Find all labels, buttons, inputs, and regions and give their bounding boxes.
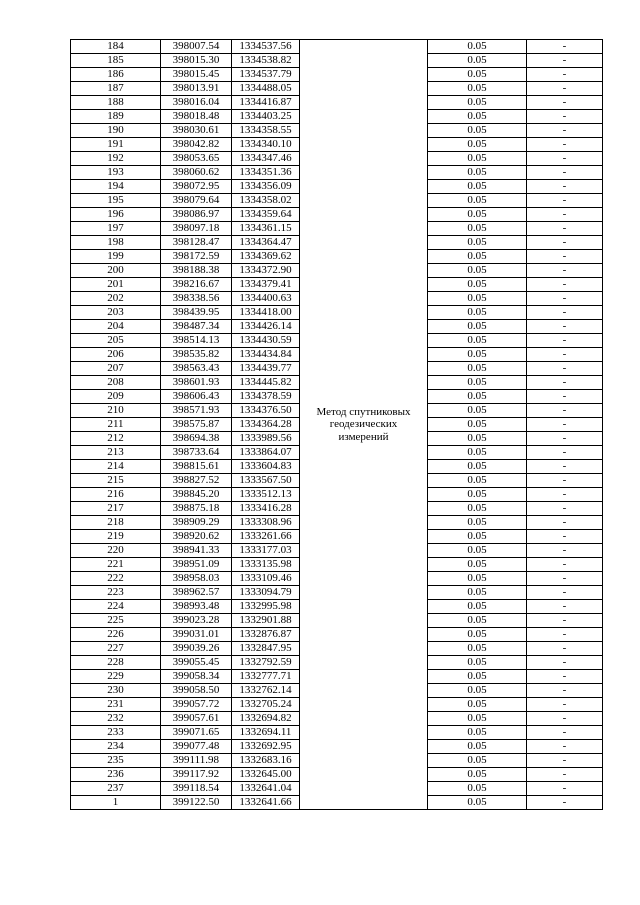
point-number-cell: 200 (71, 264, 161, 278)
note-cell: - (527, 124, 603, 138)
x-coordinate-cell: 398601.93 (161, 376, 232, 390)
y-coordinate-cell: 1332641.66 (232, 796, 300, 810)
y-coordinate-cell: 1334538.82 (232, 54, 300, 68)
accuracy-cell: 0.05 (428, 572, 527, 586)
accuracy-cell: 0.05 (428, 600, 527, 614)
x-coordinate-cell: 398007.54 (161, 40, 232, 54)
accuracy-cell: 0.05 (428, 516, 527, 530)
accuracy-cell: 0.05 (428, 152, 527, 166)
x-coordinate-cell: 398042.82 (161, 138, 232, 152)
y-coordinate-cell: 1334376.50 (232, 404, 300, 418)
point-number-cell: 209 (71, 390, 161, 404)
point-number-cell: 205 (71, 334, 161, 348)
point-number-cell: 227 (71, 642, 161, 656)
note-cell: - (527, 488, 603, 502)
note-cell: - (527, 572, 603, 586)
y-coordinate-cell: 1333109.46 (232, 572, 300, 586)
note-cell: - (527, 208, 603, 222)
x-coordinate-cell: 399058.50 (161, 684, 232, 698)
note-cell: - (527, 768, 603, 782)
x-coordinate-cell: 398053.65 (161, 152, 232, 166)
note-cell: - (527, 40, 603, 54)
y-coordinate-cell: 1334537.79 (232, 68, 300, 82)
y-coordinate-cell: 1334358.55 (232, 124, 300, 138)
y-coordinate-cell: 1334430.59 (232, 334, 300, 348)
x-coordinate-cell: 398827.52 (161, 474, 232, 488)
point-number-cell: 186 (71, 68, 161, 82)
accuracy-cell: 0.05 (428, 530, 527, 544)
note-cell: - (527, 656, 603, 670)
accuracy-cell: 0.05 (428, 432, 527, 446)
y-coordinate-cell: 1333604.83 (232, 460, 300, 474)
x-coordinate-cell: 398015.30 (161, 54, 232, 68)
y-coordinate-cell: 1334369.62 (232, 250, 300, 264)
note-cell: - (527, 292, 603, 306)
x-coordinate-cell: 398575.87 (161, 418, 232, 432)
y-coordinate-cell: 1333864.07 (232, 446, 300, 460)
y-coordinate-cell: 1333261.66 (232, 530, 300, 544)
note-cell: - (527, 194, 603, 208)
accuracy-cell: 0.05 (428, 670, 527, 684)
y-coordinate-cell: 1334358.02 (232, 194, 300, 208)
note-cell: - (527, 306, 603, 320)
x-coordinate-cell: 399058.34 (161, 670, 232, 684)
note-cell: - (527, 180, 603, 194)
point-number-cell: 230 (71, 684, 161, 698)
x-coordinate-cell: 399055.45 (161, 656, 232, 670)
accuracy-cell: 0.05 (428, 96, 527, 110)
y-coordinate-cell: 1333308.96 (232, 516, 300, 530)
accuracy-cell: 0.05 (428, 614, 527, 628)
point-number-cell: 236 (71, 768, 161, 782)
point-number-cell: 191 (71, 138, 161, 152)
accuracy-cell: 0.05 (428, 488, 527, 502)
accuracy-cell: 0.05 (428, 54, 527, 68)
method-cell (300, 40, 428, 810)
y-coordinate-cell: 1334403.25 (232, 110, 300, 124)
note-cell: - (527, 82, 603, 96)
y-coordinate-cell: 1334416.87 (232, 96, 300, 110)
y-coordinate-cell: 1332705.24 (232, 698, 300, 712)
point-number-cell: 223 (71, 586, 161, 600)
accuracy-cell: 0.05 (428, 740, 527, 754)
y-coordinate-cell: 1334488.05 (232, 82, 300, 96)
x-coordinate-cell: 399031.01 (161, 628, 232, 642)
accuracy-cell: 0.05 (428, 782, 527, 796)
point-number-cell: 192 (71, 152, 161, 166)
note-cell: - (527, 236, 603, 250)
y-coordinate-cell: 1334445.82 (232, 376, 300, 390)
note-cell: - (527, 754, 603, 768)
x-coordinate-cell: 398962.57 (161, 586, 232, 600)
x-coordinate-cell: 398338.56 (161, 292, 232, 306)
y-coordinate-cell: 1332792.59 (232, 656, 300, 670)
note-cell: - (527, 110, 603, 124)
x-coordinate-cell: 399077.48 (161, 740, 232, 754)
point-number-cell: 187 (71, 82, 161, 96)
x-coordinate-cell: 399057.72 (161, 698, 232, 712)
x-coordinate-cell: 398993.48 (161, 600, 232, 614)
x-coordinate-cell: 398941.33 (161, 544, 232, 558)
accuracy-cell: 0.05 (428, 726, 527, 740)
note-cell: - (527, 376, 603, 390)
note-cell: - (527, 796, 603, 810)
y-coordinate-cell: 1333135.98 (232, 558, 300, 572)
x-coordinate-cell: 398951.09 (161, 558, 232, 572)
point-number-cell: 190 (71, 124, 161, 138)
y-coordinate-cell: 1332847.95 (232, 642, 300, 656)
y-coordinate-cell: 1333567.50 (232, 474, 300, 488)
note-cell: - (527, 152, 603, 166)
accuracy-cell: 0.05 (428, 166, 527, 180)
x-coordinate-cell: 399039.26 (161, 642, 232, 656)
point-number-cell: 221 (71, 558, 161, 572)
x-coordinate-cell: 398172.59 (161, 250, 232, 264)
accuracy-cell: 0.05 (428, 502, 527, 516)
y-coordinate-cell: 1334426.14 (232, 320, 300, 334)
point-number-cell: 217 (71, 502, 161, 516)
point-number-cell: 237 (71, 782, 161, 796)
point-number-cell: 188 (71, 96, 161, 110)
x-coordinate-cell: 398013.91 (161, 82, 232, 96)
point-number-cell: 216 (71, 488, 161, 502)
point-number-cell: 203 (71, 306, 161, 320)
note-cell: - (527, 418, 603, 432)
point-number-cell: 225 (71, 614, 161, 628)
accuracy-cell: 0.05 (428, 250, 527, 264)
point-number-cell: 215 (71, 474, 161, 488)
point-number-cell: 235 (71, 754, 161, 768)
y-coordinate-cell: 1332762.14 (232, 684, 300, 698)
accuracy-cell: 0.05 (428, 628, 527, 642)
accuracy-cell: 0.05 (428, 40, 527, 54)
accuracy-cell: 0.05 (428, 460, 527, 474)
accuracy-cell: 0.05 (428, 110, 527, 124)
accuracy-cell: 0.05 (428, 390, 527, 404)
y-coordinate-cell: 1334340.10 (232, 138, 300, 152)
note-cell: - (527, 782, 603, 796)
accuracy-cell: 0.05 (428, 194, 527, 208)
point-number-cell: 234 (71, 740, 161, 754)
note-cell: - (527, 334, 603, 348)
point-number-cell: 195 (71, 194, 161, 208)
point-number-cell: 207 (71, 362, 161, 376)
accuracy-cell: 0.05 (428, 278, 527, 292)
accuracy-cell: 0.05 (428, 586, 527, 600)
accuracy-cell: 0.05 (428, 208, 527, 222)
x-coordinate-cell: 398920.62 (161, 530, 232, 544)
note-cell: - (527, 502, 603, 516)
accuracy-cell: 0.05 (428, 320, 527, 334)
note-cell: - (527, 684, 603, 698)
point-number-cell: 210 (71, 404, 161, 418)
accuracy-cell: 0.05 (428, 180, 527, 194)
method-text-line: геодезических (329, 418, 398, 431)
point-number-cell: 185 (71, 54, 161, 68)
note-cell: - (527, 670, 603, 684)
accuracy-cell: 0.05 (428, 684, 527, 698)
point-number-cell: 199 (71, 250, 161, 264)
point-number-cell: 197 (71, 222, 161, 236)
coordinates-table (70, 39, 603, 810)
x-coordinate-cell: 398815.61 (161, 460, 232, 474)
y-coordinate-cell: 1332692.95 (232, 740, 300, 754)
x-coordinate-cell: 399117.92 (161, 768, 232, 782)
point-number-cell: 222 (71, 572, 161, 586)
y-coordinate-cell: 1332645.00 (232, 768, 300, 782)
accuracy-cell: 0.05 (428, 264, 527, 278)
accuracy-cell: 0.05 (428, 712, 527, 726)
accuracy-cell: 0.05 (428, 236, 527, 250)
note-cell: - (527, 544, 603, 558)
x-coordinate-cell: 398694.38 (161, 432, 232, 446)
note-cell: - (527, 558, 603, 572)
method-text-line: Метод спутниковых (316, 405, 411, 418)
accuracy-cell: 0.05 (428, 306, 527, 320)
accuracy-cell: 0.05 (428, 404, 527, 418)
accuracy-cell: 0.05 (428, 768, 527, 782)
accuracy-cell: 0.05 (428, 82, 527, 96)
x-coordinate-cell: 398030.61 (161, 124, 232, 138)
x-coordinate-cell: 399118.54 (161, 782, 232, 796)
note-cell: - (527, 628, 603, 642)
y-coordinate-cell: 1334364.28 (232, 418, 300, 432)
note-cell: - (527, 474, 603, 488)
point-number-cell: 224 (71, 600, 161, 614)
note-cell: - (527, 362, 603, 376)
note-cell: - (527, 320, 603, 334)
x-coordinate-cell: 398086.97 (161, 208, 232, 222)
x-coordinate-cell: 398514.13 (161, 334, 232, 348)
y-coordinate-cell: 1332995.98 (232, 600, 300, 614)
accuracy-cell: 0.05 (428, 642, 527, 656)
x-coordinate-cell: 398015.45 (161, 68, 232, 82)
accuracy-cell: 0.05 (428, 796, 527, 810)
y-coordinate-cell: 1334359.64 (232, 208, 300, 222)
x-coordinate-cell: 398079.64 (161, 194, 232, 208)
method-text-line: измерений (338, 430, 389, 443)
point-number-cell: 194 (71, 180, 161, 194)
accuracy-cell: 0.05 (428, 446, 527, 460)
point-number-cell: 208 (71, 376, 161, 390)
x-coordinate-cell: 398487.34 (161, 320, 232, 334)
note-cell: - (527, 530, 603, 544)
y-coordinate-cell: 1334347.46 (232, 152, 300, 166)
y-coordinate-cell: 1333989.56 (232, 432, 300, 446)
point-number-cell: 220 (71, 544, 161, 558)
note-cell: - (527, 264, 603, 278)
x-coordinate-cell: 399023.28 (161, 614, 232, 628)
y-coordinate-cell: 1334351.36 (232, 166, 300, 180)
x-coordinate-cell: 398606.43 (161, 390, 232, 404)
x-coordinate-cell: 398439.95 (161, 306, 232, 320)
y-coordinate-cell: 1333094.79 (232, 586, 300, 600)
x-coordinate-cell: 398563.43 (161, 362, 232, 376)
note-cell: - (527, 614, 603, 628)
accuracy-cell: 0.05 (428, 138, 527, 152)
x-coordinate-cell: 398958.03 (161, 572, 232, 586)
x-coordinate-cell: 399071.65 (161, 726, 232, 740)
point-number-cell: 218 (71, 516, 161, 530)
note-cell: - (527, 600, 603, 614)
point-number-cell: 184 (71, 40, 161, 54)
x-coordinate-cell: 399122.50 (161, 796, 232, 810)
point-number-cell: 212 (71, 432, 161, 446)
accuracy-cell: 0.05 (428, 418, 527, 432)
note-cell: - (527, 432, 603, 446)
accuracy-cell: 0.05 (428, 474, 527, 488)
point-number-cell: 198 (71, 236, 161, 250)
note-cell: - (527, 348, 603, 362)
point-number-cell: 226 (71, 628, 161, 642)
note-cell: - (527, 642, 603, 656)
point-number-cell: 213 (71, 446, 161, 460)
y-coordinate-cell: 1333416.28 (232, 502, 300, 516)
note-cell: - (527, 166, 603, 180)
point-number-cell: 232 (71, 712, 161, 726)
y-coordinate-cell: 1334400.63 (232, 292, 300, 306)
note-cell: - (527, 390, 603, 404)
table-row (71, 40, 603, 54)
y-coordinate-cell: 1333177.03 (232, 544, 300, 558)
x-coordinate-cell: 398128.47 (161, 236, 232, 250)
x-coordinate-cell: 398733.64 (161, 446, 232, 460)
note-cell: - (527, 446, 603, 460)
point-number-cell: 211 (71, 418, 161, 432)
note-cell: - (527, 404, 603, 418)
x-coordinate-cell: 398845.20 (161, 488, 232, 502)
note-cell: - (527, 68, 603, 82)
accuracy-cell: 0.05 (428, 222, 527, 236)
y-coordinate-cell: 1334418.00 (232, 306, 300, 320)
accuracy-cell: 0.05 (428, 124, 527, 138)
y-coordinate-cell: 1332901.88 (232, 614, 300, 628)
point-number-cell: 202 (71, 292, 161, 306)
accuracy-cell: 0.05 (428, 544, 527, 558)
y-coordinate-cell: 1332641.04 (232, 782, 300, 796)
y-coordinate-cell: 1332694.11 (232, 726, 300, 740)
point-number-cell: 229 (71, 670, 161, 684)
x-coordinate-cell: 398060.62 (161, 166, 232, 180)
x-coordinate-cell: 399057.61 (161, 712, 232, 726)
point-number-cell: 193 (71, 166, 161, 180)
accuracy-cell: 0.05 (428, 292, 527, 306)
point-number-cell: 214 (71, 460, 161, 474)
y-coordinate-cell: 1332683.16 (232, 754, 300, 768)
accuracy-cell: 0.05 (428, 334, 527, 348)
x-coordinate-cell: 398072.95 (161, 180, 232, 194)
y-coordinate-cell: 1334372.90 (232, 264, 300, 278)
point-number-cell: 189 (71, 110, 161, 124)
y-coordinate-cell: 1334537.56 (232, 40, 300, 54)
x-coordinate-cell: 398097.18 (161, 222, 232, 236)
y-coordinate-cell: 1332777.71 (232, 670, 300, 684)
x-coordinate-cell: 398535.82 (161, 348, 232, 362)
note-cell: - (527, 278, 603, 292)
point-number-cell: 196 (71, 208, 161, 222)
point-number-cell: 219 (71, 530, 161, 544)
point-number-cell: 228 (71, 656, 161, 670)
point-number-cell: 233 (71, 726, 161, 740)
x-coordinate-cell: 398571.93 (161, 404, 232, 418)
y-coordinate-cell: 1332876.87 (232, 628, 300, 642)
y-coordinate-cell: 1334434.84 (232, 348, 300, 362)
y-coordinate-cell: 1333512.13 (232, 488, 300, 502)
note-cell: - (527, 460, 603, 474)
x-coordinate-cell: 398875.18 (161, 502, 232, 516)
accuracy-cell: 0.05 (428, 68, 527, 82)
point-number-cell: 231 (71, 698, 161, 712)
note-cell: - (527, 96, 603, 110)
note-cell: - (527, 740, 603, 754)
accuracy-cell: 0.05 (428, 558, 527, 572)
accuracy-cell: 0.05 (428, 348, 527, 362)
note-cell: - (527, 726, 603, 740)
note-cell: - (527, 712, 603, 726)
y-coordinate-cell: 1332694.82 (232, 712, 300, 726)
note-cell: - (527, 586, 603, 600)
x-coordinate-cell: 398016.04 (161, 96, 232, 110)
y-coordinate-cell: 1334378.59 (232, 390, 300, 404)
note-cell: - (527, 250, 603, 264)
accuracy-cell: 0.05 (428, 656, 527, 670)
note-cell: - (527, 516, 603, 530)
point-number-cell: 206 (71, 348, 161, 362)
y-coordinate-cell: 1334361.15 (232, 222, 300, 236)
note-cell: - (527, 54, 603, 68)
y-coordinate-cell: 1334356.09 (232, 180, 300, 194)
x-coordinate-cell: 398018.48 (161, 110, 232, 124)
accuracy-cell: 0.05 (428, 754, 527, 768)
accuracy-cell: 0.05 (428, 362, 527, 376)
point-number-cell: 204 (71, 320, 161, 334)
y-coordinate-cell: 1334379.41 (232, 278, 300, 292)
point-number-cell: 1 (71, 796, 161, 810)
note-cell: - (527, 138, 603, 152)
coordinates-table-body (71, 40, 603, 810)
accuracy-cell: 0.05 (428, 376, 527, 390)
point-number-cell: 201 (71, 278, 161, 292)
note-cell: - (527, 698, 603, 712)
x-coordinate-cell: 398188.38 (161, 264, 232, 278)
x-coordinate-cell: 398216.67 (161, 278, 232, 292)
y-coordinate-cell: 1334364.47 (232, 236, 300, 250)
x-coordinate-cell: 398909.29 (161, 516, 232, 530)
note-cell: - (527, 222, 603, 236)
x-coordinate-cell: 399111.98 (161, 754, 232, 768)
accuracy-cell: 0.05 (428, 698, 527, 712)
y-coordinate-cell: 1334439.77 (232, 362, 300, 376)
